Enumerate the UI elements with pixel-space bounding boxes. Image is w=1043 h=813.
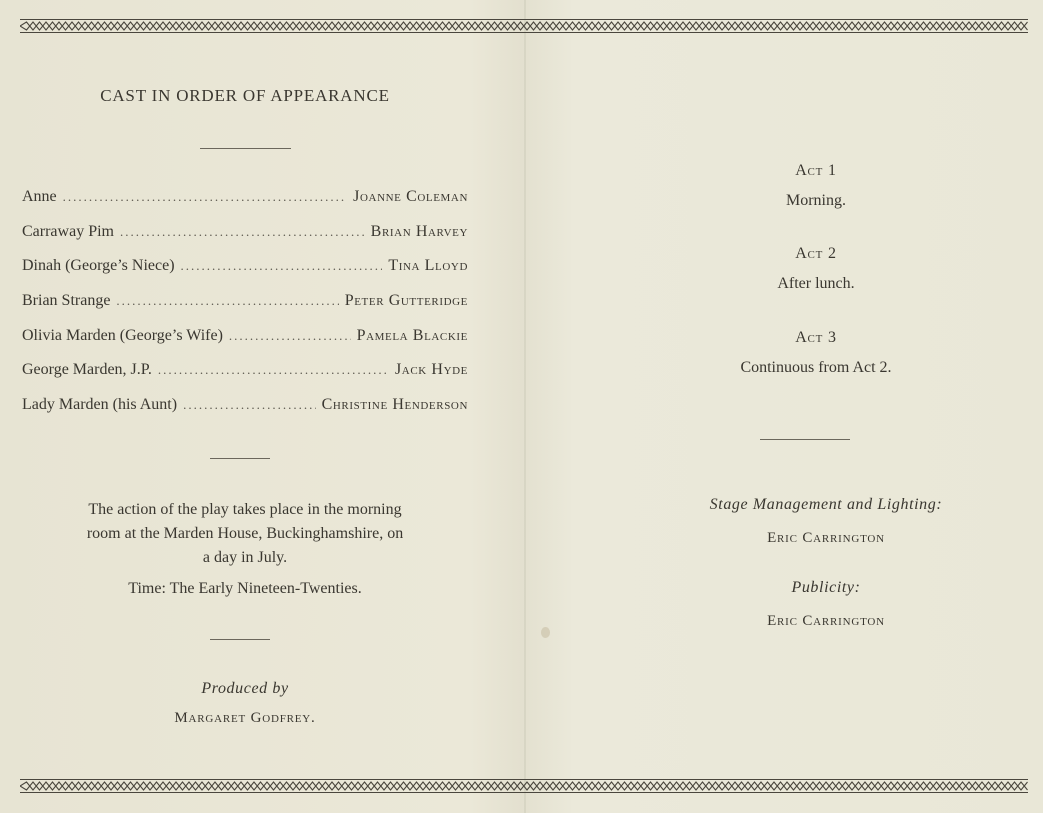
setting-line: room at the Marden House, Buckinghamshire, on — [86, 525, 404, 542]
cast-actor: Jack Hyde — [394, 361, 468, 379]
act-block — [606, 156, 1026, 216]
right-page — [526, 0, 1043, 813]
cast-row — [22, 361, 468, 396]
act-block — [606, 239, 1026, 299]
leader-dots — [181, 258, 383, 274]
stage-management-name: Eric Carrington — [767, 530, 885, 546]
leader-dots — [229, 328, 351, 344]
act-title: Act 2 — [795, 245, 837, 262]
act-block — [606, 323, 1026, 383]
cast-role: George Marden, J.P. — [22, 361, 152, 379]
cast-actor: Christine Henderson — [321, 396, 468, 414]
cast-actor: Brian Harvey — [370, 222, 468, 240]
leader-dots — [116, 293, 338, 309]
leader-dots — [63, 189, 348, 205]
cast-row — [22, 292, 468, 327]
cast-heading: CAST IN ORDER OF APPEARANCE — [100, 86, 390, 105]
divider-rule — [210, 458, 270, 459]
setting-line: The action of the play takes place in the morning — [88, 501, 402, 518]
cast-actor: Tina Lloyd — [388, 257, 468, 275]
divider-rule — [760, 439, 850, 440]
cast-actor: Peter Gutteridge — [344, 292, 468, 310]
divider-rule — [210, 639, 270, 640]
cast-row — [22, 223, 468, 258]
act-time: Morning. — [786, 192, 846, 209]
cast-role: Dinah (George’s Niece) — [22, 257, 175, 275]
setting-line: a day in July. — [202, 549, 288, 566]
publicity-label: Publicity: — [791, 579, 861, 596]
act-title: Act 3 — [795, 329, 837, 346]
divider-rule — [200, 148, 291, 149]
cast-actor: Pamela Blackie — [356, 326, 468, 344]
cast-row — [22, 257, 468, 292]
stage-management-label: Stage Management and Lighting: — [709, 496, 943, 513]
cast-role: Olivia Marden (George’s Wife) — [22, 326, 223, 344]
paper-stain — [541, 627, 550, 638]
producer-name: Margaret Godfrey. — [174, 710, 316, 726]
cast-list — [22, 188, 468, 431]
cast-role: Lady Marden (his Aunt) — [22, 396, 178, 414]
cast-row — [22, 327, 468, 362]
cast-row — [22, 396, 468, 431]
cast-row — [22, 188, 468, 223]
cast-actor: Joanne Coleman — [353, 188, 468, 205]
act-time: Continuous from Act 2. — [740, 359, 892, 376]
leader-dots — [158, 362, 389, 378]
cast-role: Brian Strange — [22, 292, 111, 310]
cast-role: Anne — [22, 188, 57, 205]
leader-dots — [120, 224, 365, 240]
setting-description — [40, 498, 450, 570]
cast-role: Carraway Pim — [22, 222, 114, 240]
publicity-name: Eric Carrington — [767, 613, 885, 629]
time-period: Time: The Early Nineteen-Twenties. — [128, 580, 362, 597]
act-title: Act 1 — [795, 162, 837, 179]
produced-by-label: Produced by — [201, 680, 289, 697]
act-time: After lunch. — [777, 275, 855, 292]
leader-dots — [183, 397, 316, 413]
